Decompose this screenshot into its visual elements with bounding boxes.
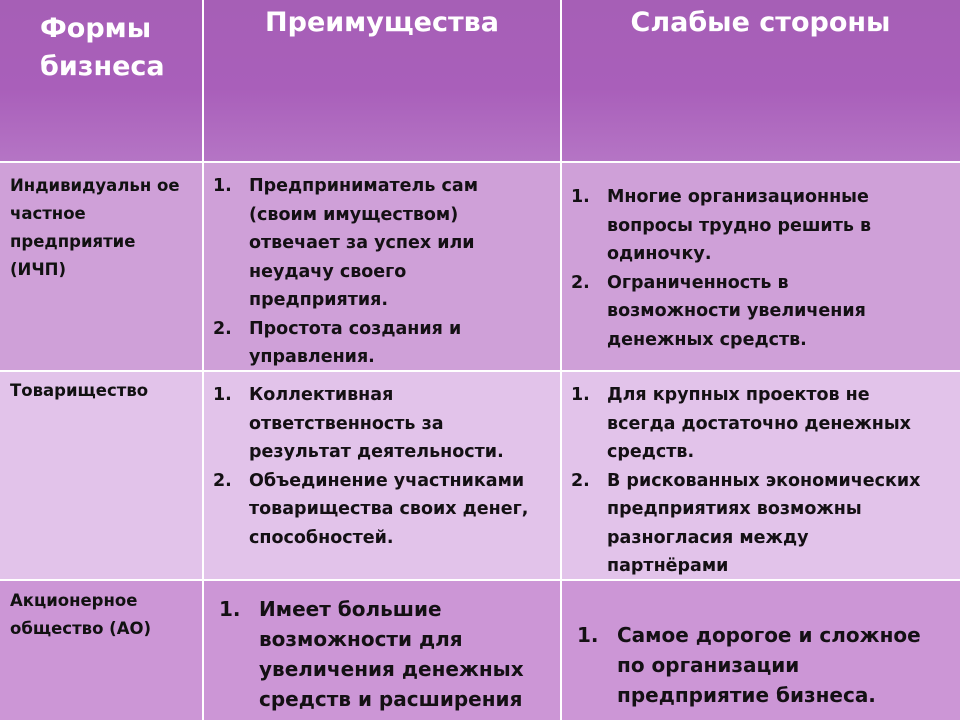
row1-advantages-cell	[203, 162, 561, 371]
list-item: 1. Имеет большие возможности для увеличения денежных средств и расширения	[219, 597, 524, 711]
header-cell-forms	[0, 0, 203, 162]
row2-weaknesses-list	[571, 381, 921, 581]
row1-name-cell	[0, 162, 203, 371]
row2-advantages-cell	[203, 371, 561, 580]
list-item: 1. Для крупных проектов не всегда достаточно денежных средств.	[571, 385, 911, 462]
list-item: 1. Предприниматель сам (своим имуществом) отвечает за успех или неудачу своего предприятия.	[213, 176, 478, 310]
row1-weaknesses-list	[571, 183, 921, 354]
list-item: 1. Многие организационные вопросы трудно решить в одиночку.	[571, 187, 872, 264]
header-advantages-label: Преимущества	[265, 7, 499, 38]
list-item: 2. Простота создания и управления.	[213, 318, 462, 367]
grid-divider	[0, 161, 960, 163]
row3-advantages-list	[219, 594, 549, 714]
row3-weaknesses-cell	[561, 580, 960, 720]
row3-advantages-cell	[203, 580, 561, 720]
row1-name: Индивидуальн ое частное предприятие (ИЧП)	[10, 176, 180, 279]
grid-divider	[0, 579, 960, 581]
header-cell-weaknesses	[561, 0, 960, 162]
row3-name-cell	[0, 580, 203, 720]
row2-name-cell	[0, 371, 203, 580]
list-item: 2. Ограниченность в возможности увеличения денежных средств.	[571, 272, 866, 350]
list-item: 1. Коллективная ответственность за результат деятельности.	[213, 385, 504, 462]
row3-name: Акционерное общество (АО)	[10, 591, 152, 638]
row3-weaknesses-list	[577, 620, 947, 710]
header-cell-advantages	[203, 0, 561, 162]
list-item: 2. Объединение участниками товарищества своих денег, способностей.	[213, 470, 529, 548]
grid-divider	[202, 0, 204, 720]
grid-divider	[0, 370, 960, 372]
list-item: 1. Самое дорогое и сложное по организации предприятие бизнеса.	[577, 623, 921, 707]
grid-divider	[560, 0, 562, 720]
row2-name: Товарищество	[10, 381, 149, 400]
header-forms-label: Формы бизнеса	[40, 13, 165, 82]
row2-advantages-list	[213, 381, 543, 552]
row1-advantages-list	[213, 172, 533, 372]
row1-weaknesses-cell	[561, 162, 960, 371]
list-item: 2. В рискованных экономических предприятиях возможны разногласия между партнёрами	[571, 470, 921, 576]
row2-weaknesses-cell	[561, 371, 960, 580]
header-weaknesses-label: Слабые стороны	[630, 7, 891, 38]
